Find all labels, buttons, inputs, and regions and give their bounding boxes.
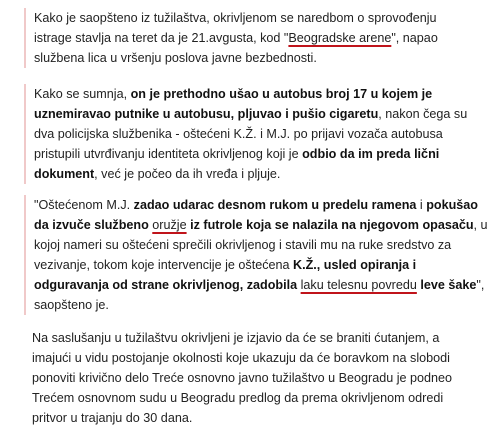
paragraph-3: "Oštećenom M.J. zadao udarac desnom rukom u predelu ramena i pokušao da izvuče službeno oružje iz futrole koja se nalazila na njegovom opasaču, u kojoj nameri su oštećeni sprečili okrivljenog i stavili mu na ruke sredstvo za vezivanje, tokom koje intervencije je oštećena K.Ž., usled opiranja i odguravanja od strane okrivljenog, zadobila laku telesnu povredu leve šake", saopšteno je. [24, 195, 460, 315]
oruzje-link[interactable]: oružje [152, 218, 187, 232]
paragraph-2: Kako se sumnja, on je prethodno ušao u autobus broj 17 u kojem je uznemiravao putnike u autobusu, pljuvao i pušio cigaretu, nakon čega su dva policijska službenika - oštećeni K.Ž. i M.J. po prijavi vozača autobusa pristupili utvrđivanju identiteta okrivljenog koji je odbio da im preda lični dokument, već je počeo da ih vređa i pljuje. [24, 84, 460, 184]
paragraph-text: Kako je saopšteno iz tužilaštva, okrivljenom se naredbom o sprovođenju [34, 11, 437, 25]
bold-text: da izvuče službeno [34, 218, 153, 232]
beogradske-arena-link[interactable]: Beogradske arene [288, 31, 392, 45]
paragraph-1: Kako je saopšteno iz tužilaštva, okrivljenom se naredbom o sprovođenju istrage stavlja na teret da je 21.avgusta, kod "Beogradske arene", napao službena lica u vršenju poslova javne bezbednosti. [24, 8, 460, 68]
paragraph-4: Na saslušanju u tužilaštvu okrivljeni je izjavio da će se braniti ćutanjem, a imajući u vidu postojanje okolnosti koje ukazuju da će boravkom na slobodi ponoviti krivično delo Treće osnovno javno tužilaštvo u Beogradu je podneo Trećem osnovnom sudu u Beogradu predlog da prema okrivljenom odredi pritvor u trajanju do 30 dana. [32, 331, 453, 425]
bold-text: odguravanja od strane okrivljenog, zadobila [34, 278, 301, 292]
bold-text: pokušao [426, 198, 478, 212]
bold-text: on je prethodno ušao u autobus broj 17 u kojem je [130, 87, 433, 101]
bold-text: K.Ž., usled opiranja i [293, 258, 417, 272]
bold-text: dokument [34, 167, 95, 181]
bold-text: uznemiravao putnike u autobusu, pljuvao i pušio cigaretu [34, 107, 379, 121]
laka-telesna-povreda-link[interactable]: laku telesnu povredu [300, 278, 417, 292]
bold-text: zadao udarac desnom rukom u predelu ramena [133, 198, 417, 212]
bold-text: leve šake [416, 278, 477, 292]
bold-text: odbio da im preda lični [302, 147, 440, 161]
bold-text: iz futrole koja se nalazila na njegovom opasaču [186, 218, 474, 232]
